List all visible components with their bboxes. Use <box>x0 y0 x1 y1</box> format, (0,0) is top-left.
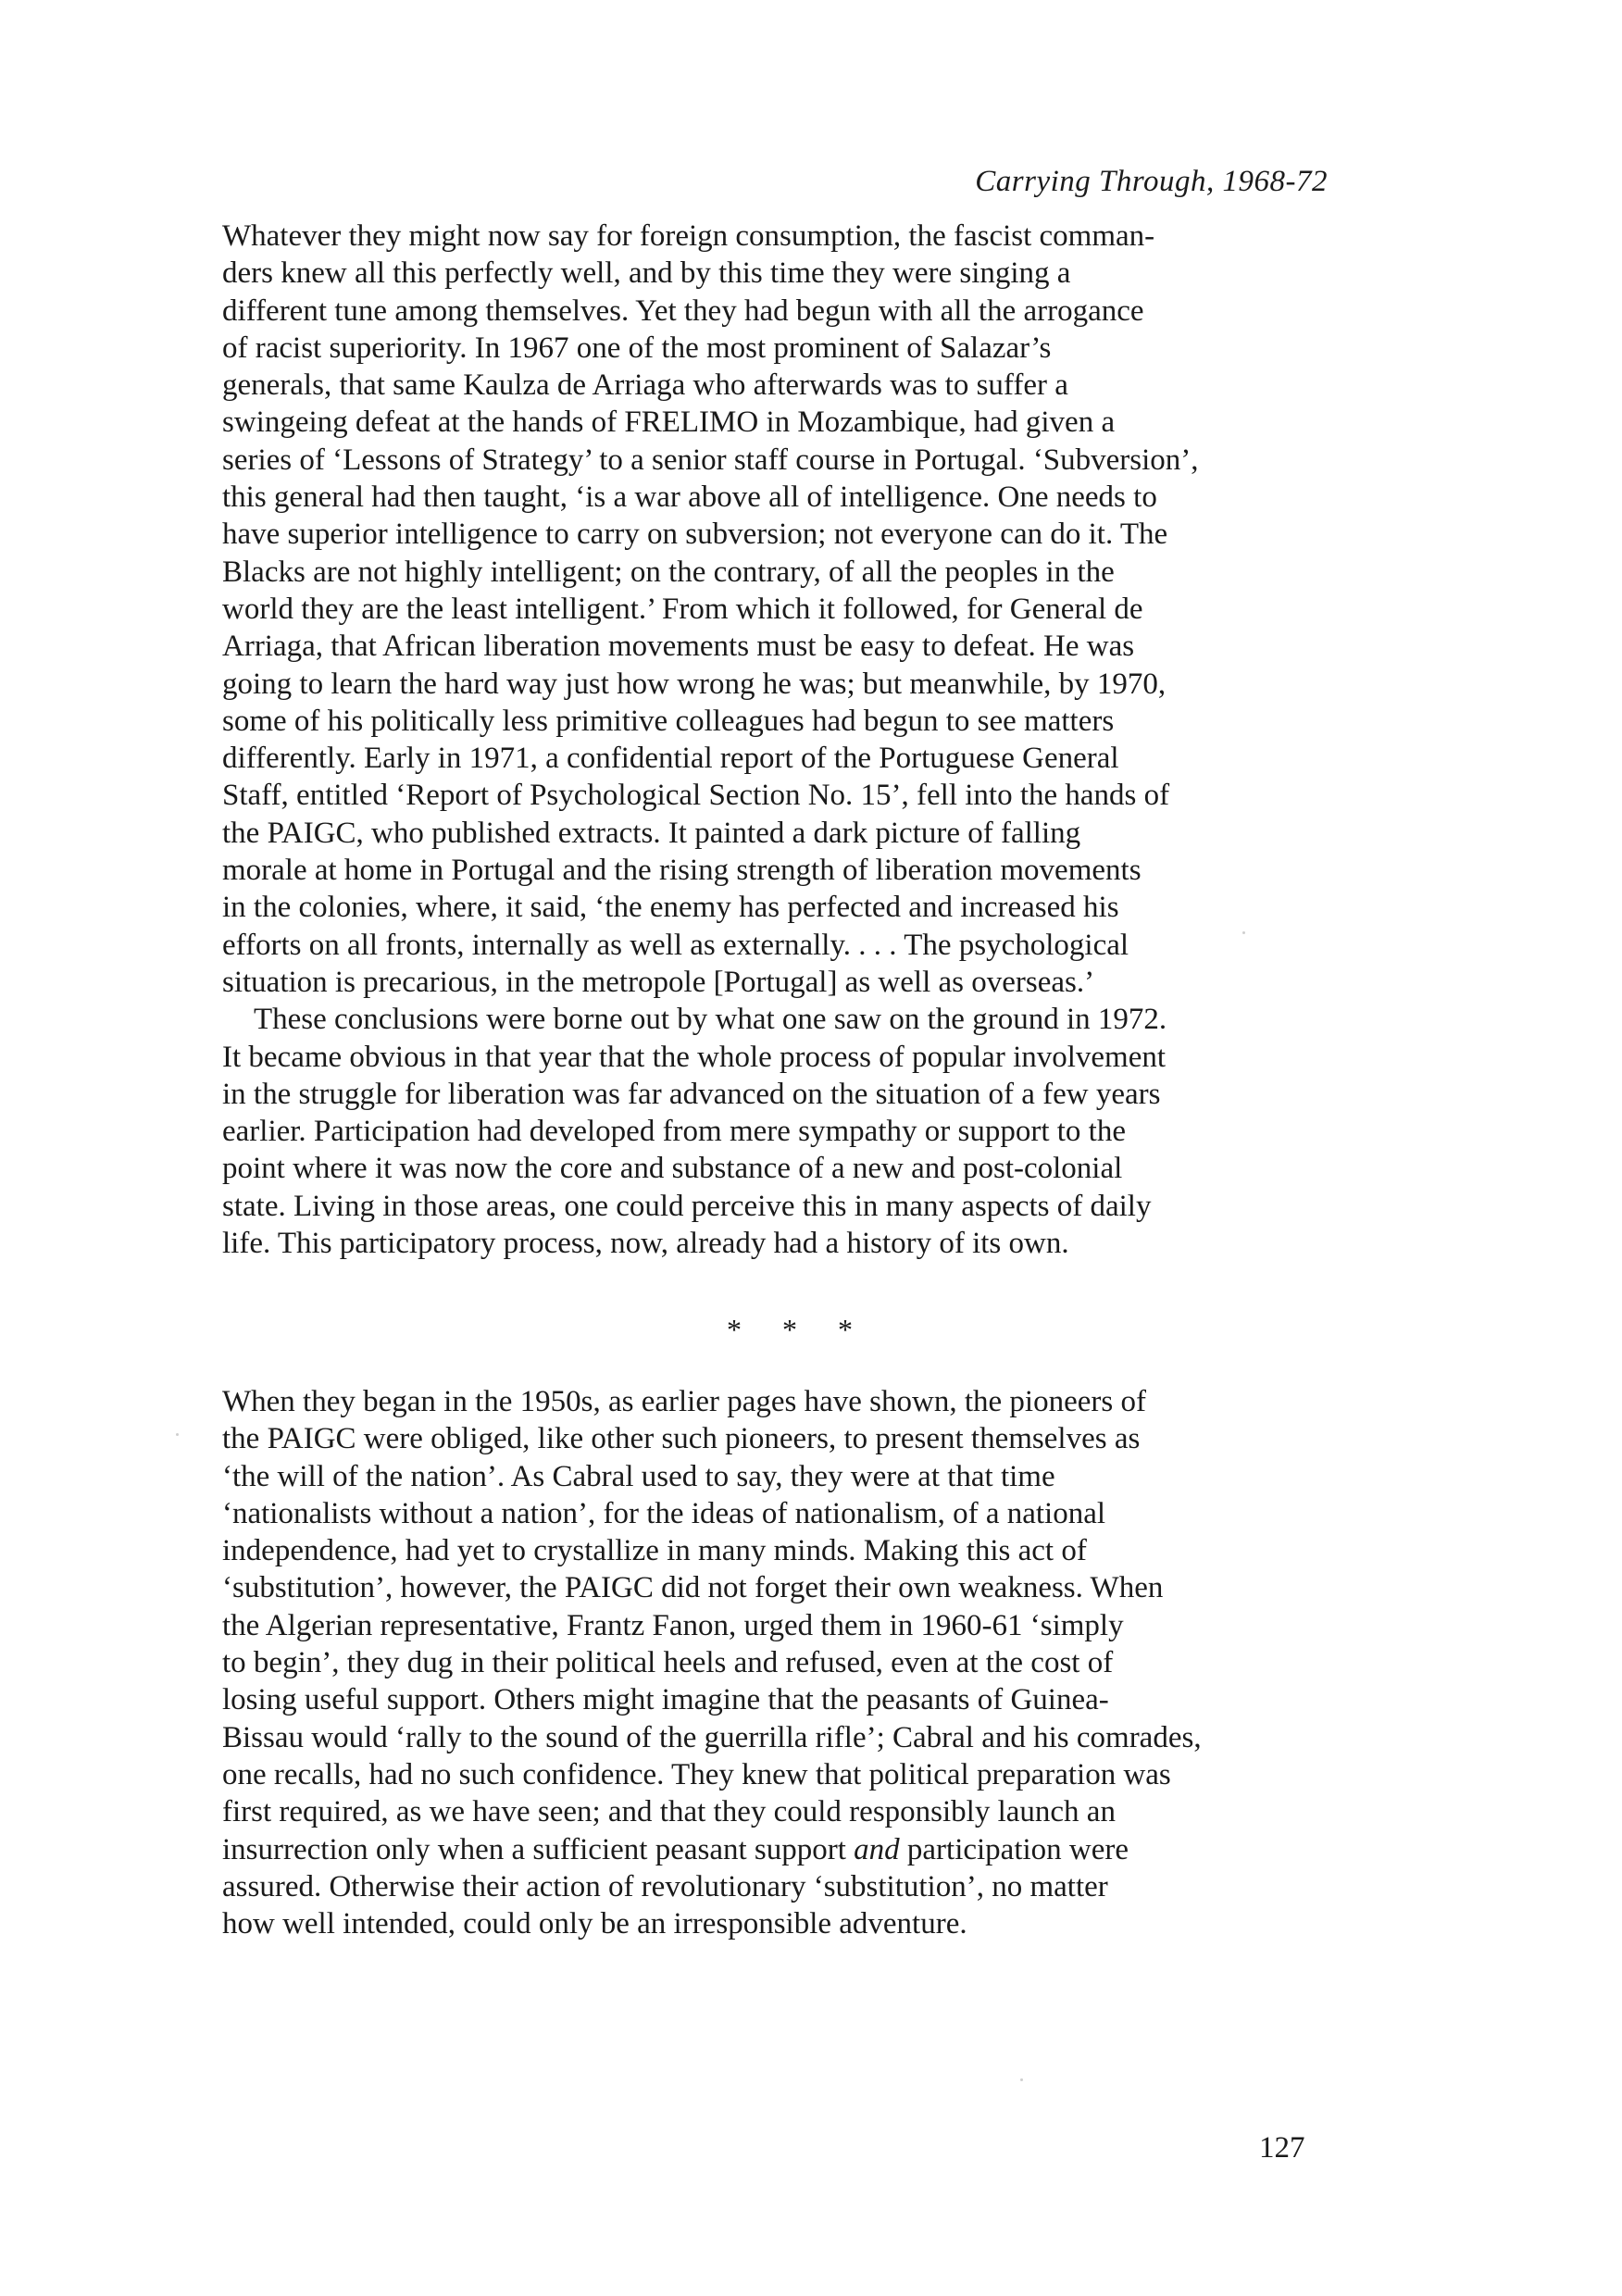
scan-speck <box>1020 2078 1023 2081</box>
text-line: state. Living in those areas, one could perceive this in many aspects of daily <box>222 1189 1152 1223</box>
scan-speck <box>1242 931 1245 934</box>
text-line: one recalls, had no such confidence. They knew that political preparation was <box>222 1757 1171 1791</box>
text-line: ‘substitution’, however, the PAIGC did not forget their own weakness. When <box>222 1571 1164 1605</box>
text-line: efforts on all fronts, internally as well as externally. . . . The psychological <box>222 928 1129 962</box>
text-line: earlier. Participation had developed from mere sympathy or support to the <box>222 1115 1126 1149</box>
text-line: different tune among themselves. Yet they had begun with all the arrogance <box>222 293 1144 328</box>
scan-speck <box>176 1433 179 1436</box>
text-line: independence, had yet to crystallize in many minds. Making this act of <box>222 1534 1087 1568</box>
emphasis-line-before: insurrection only when a sufficient peasant support <box>222 1832 855 1866</box>
page-number: 127 <box>1259 2131 1305 2165</box>
text-line: how well intended, could only be an irresponsible adventure. <box>222 1907 967 1941</box>
emphasis-word: and <box>854 1832 900 1866</box>
text-line: It became obvious in that year that the whole process of popular involvement <box>222 1040 1167 1074</box>
text-line: ‘nationalists without a nation’, for the ideas of nationalism, of a national <box>222 1496 1106 1530</box>
text-line: Arriaga, that African liberation movements must be easy to defeat. He was <box>222 630 1135 664</box>
text-line: first required, as we have seen; and that they could responsibly launch an <box>222 1795 1116 1829</box>
text-line: in the struggle for liberation was far advanced on the situation of a few years <box>222 1077 1161 1111</box>
text-line: When they began in the 1950s, as earlier pages have shown, the pioneers of <box>222 1385 1146 1418</box>
text-line: Whatever they might now say for foreign consumption, the fascist comman- <box>222 219 1155 253</box>
text-line: the PAIGC, who published extracts. It painted a dark picture of falling <box>222 816 1081 850</box>
text-line: ders knew all this perfectly well, and by this time they were singing a <box>222 256 1071 291</box>
text-line: have superior intelligence to carry on subversion; not everyone can do it. The <box>222 518 1168 552</box>
text-line: Bissau would ‘rally to the sound of the guerrilla rifle’; Cabral and his comrades, <box>222 1720 1202 1754</box>
text-line: the PAIGC were obliged, like other such pioneers, to present themselves as <box>222 1422 1141 1456</box>
text-line: going to learn the hard way just how wrong he was; but meanwhile, by 1970, <box>222 667 1167 701</box>
text-line: differently. Early in 1971, a confidential report of the Portuguese General <box>222 742 1119 776</box>
text-line: of racist superiority. In 1967 one of the most prominent of Salazar’s <box>222 331 1052 365</box>
text-line: point where it was now the core and substance of a new and post-colonial <box>222 1152 1123 1186</box>
text-line: this general had then taught, ‘is a war above all of intelligence. One needs to <box>222 480 1157 515</box>
text-line: the Algerian representative, Frantz Fanon, urged them in 1960-61 ‘simply <box>222 1608 1124 1642</box>
text-line: Staff, entitled ‘Report of Psychological Section No. 15’, fell into the hands of <box>222 779 1170 813</box>
text-line: Blacks are not highly intelligent; on the contrary, of all the peoples in the <box>222 555 1115 589</box>
text-line: morale at home in Portugal and the rising strength of liberation movements <box>222 854 1142 888</box>
text-line: series of ‘Lessons of Strategy’ to a senior staff course in Portugal. ‘Subversion’, <box>222 443 1199 477</box>
text-line-with-emphasis <box>222 1831 1389 1868</box>
text-line: losing useful support. Others might imagine that the peasants of Guinea- <box>222 1683 1109 1717</box>
text-line: swingeing defeat at the hands of FRELIMO in Mozambique, had given a <box>222 406 1116 440</box>
text-line: ‘the will of the nation’. As Cabral used to say, they were at that time <box>222 1459 1055 1493</box>
body-text-section-2 <box>222 1383 1389 1942</box>
text-line: generals, that same Kaulza de Arriaga who afterwards was to suffer a <box>222 368 1068 403</box>
running-head: Carrying Through, 1968-72 <box>975 165 1328 198</box>
section-break: * * * <box>727 1313 869 1346</box>
text-line: to begin’, they dug in their political heels and refused, even at the cost of <box>222 1646 1114 1680</box>
text-line: world they are the least intelligent.’ From which it followed, for General de <box>222 592 1143 626</box>
paragraph-start-line: These conclusions were borne out by what one saw on the ground in 1972. <box>254 1003 1167 1037</box>
text-line: assured. Otherwise their action of revolutionary ‘substitution’, no matter <box>222 1869 1108 1903</box>
text-line: situation is precarious, in the metropole [Portugal] as well as overseas.’ <box>222 965 1095 999</box>
text-line: in the colonies, where, it said, ‘the enemy has perfected and increased his <box>222 891 1119 925</box>
emphasis-line-after: participation were <box>899 1832 1129 1866</box>
text-line: life. This participatory process, now, already had a history of its own. <box>222 1227 1069 1261</box>
text-line: some of his politically less primitive colleagues had begun to see matters <box>222 704 1115 738</box>
body-text-section-1 <box>222 218 1389 1262</box>
